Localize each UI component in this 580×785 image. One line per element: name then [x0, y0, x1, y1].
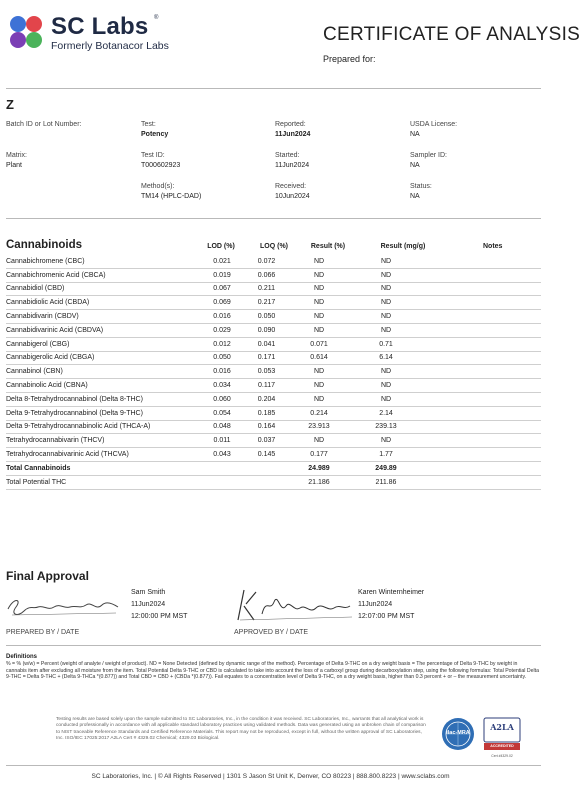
total-row	[6, 461, 541, 475]
analyte-name: Cannabinolic Acid (CBNA)	[6, 379, 203, 393]
lod-value: 0.034	[203, 379, 241, 393]
notes-cell	[426, 282, 541, 296]
sc-labs-logo-icon	[6, 12, 46, 52]
prepared-for-label: Prepared for:	[323, 54, 376, 64]
analyte-name: Cannabichromenic Acid (CBCA)	[6, 268, 203, 282]
lod-value	[203, 461, 241, 475]
result-pct-value: 21.186	[292, 475, 346, 489]
test-id-label: Test ID:	[141, 152, 165, 159]
loq-value: 0.164	[241, 420, 292, 434]
analyte-name: Cannabigerolic Acid (CBGA)	[6, 351, 203, 365]
prepared-signature	[4, 587, 122, 625]
analyte-name: Cannabidiolic Acid (CBDA)	[6, 296, 203, 310]
received-label: Received:	[275, 183, 307, 190]
notes-cell	[426, 434, 541, 448]
client-name: Z	[6, 97, 14, 112]
notes-cell	[426, 296, 541, 310]
definitions-title: Definitions	[6, 654, 37, 660]
divider	[6, 218, 541, 219]
result-pct-value: ND	[292, 379, 346, 393]
disclaimer-text: Testing results are based solely upon the sample submitted to SC Laboratories, Inc., in the condition it was received. SC Laboratories, Inc., warrants that all analytical work is conducted professionally in accordance with all applicable standard laboratory practices using validated methods. Data was generated using an unbroken chain of comparison to NIST traceable Reference Standards and Certified Reference Materials. This report may not be reproduced, except in full, without the written approval of SC Laboratories, Inc. ISO/IEC 17025:2017 A2LA Cert # 4329.02 Chemical; 4329.03 Biological.	[56, 717, 426, 741]
analyte-name: Cannabichromene (CBC)	[6, 255, 203, 268]
total-thc-row	[6, 475, 541, 489]
loq-value: 0.090	[241, 323, 292, 337]
result-pct-value: 24.989	[292, 461, 346, 475]
result-mg-value: ND	[346, 255, 426, 268]
table-row	[6, 448, 541, 462]
table-row	[6, 392, 541, 406]
started-label: Started:	[275, 152, 300, 159]
loq-header: LOQ (%)	[260, 243, 288, 250]
approved-by-date: 11Jun2024	[358, 601, 393, 608]
notes-cell	[426, 268, 541, 282]
result-pct-value: ND	[292, 365, 346, 379]
table-row	[6, 379, 541, 393]
table-row	[6, 296, 541, 310]
notes-cell	[426, 406, 541, 420]
analyte-name: Cannabidivarin (CBDV)	[6, 310, 203, 324]
a2la-label: A2LA	[490, 722, 514, 732]
loq-value: 0.204	[241, 392, 292, 406]
notes-cell	[426, 337, 541, 351]
usda-label: USDA License:	[410, 121, 458, 128]
status-label: Status:	[410, 183, 432, 190]
sampler-label: Sampler ID:	[410, 152, 447, 159]
result-mg-value: ND	[346, 434, 426, 448]
table-row	[6, 420, 541, 434]
result-mg-value: 239.13	[346, 420, 426, 434]
lod-value: 0.011	[203, 434, 241, 448]
divider	[6, 645, 541, 646]
notes-header: Notes	[483, 243, 503, 250]
result-pct-value: 0.614	[292, 351, 346, 365]
result-mg-value: 2.14	[346, 406, 426, 420]
loq-value: 0.185	[241, 406, 292, 420]
analyte-name: Delta 8-Tetrahydrocannabinol (Delta 8-THC)	[6, 392, 203, 406]
lod-value: 0.069	[203, 296, 241, 310]
loq-value: 0.072	[241, 255, 292, 268]
table-row	[6, 406, 541, 420]
analyte-name: Tetrahydrocannabivarin (THCV)	[6, 434, 203, 448]
lod-header: LOD (%)	[207, 243, 235, 250]
test-id-value: T000602923	[141, 162, 181, 169]
result-pct-header: Result (%)	[310, 243, 346, 250]
result-pct-value: ND	[292, 296, 346, 310]
notes-cell	[426, 461, 541, 475]
divider	[6, 765, 541, 766]
status-value: NA	[410, 193, 420, 200]
result-mg-value: 6.14	[346, 351, 426, 365]
ilac-label: ilac-MRA	[446, 730, 470, 736]
result-pct-value: ND	[292, 310, 346, 324]
result-mg-value: ND	[346, 379, 426, 393]
brand-subtitle: Formerly Botanacor Labs	[51, 40, 169, 52]
result-mg-value: ND	[346, 310, 426, 324]
cannabinoids-table	[6, 255, 541, 490]
test-value: Potency	[141, 131, 169, 138]
loq-value	[241, 461, 292, 475]
analyte-name: Cannabigerol (CBG)	[6, 337, 203, 351]
usda-value: NA	[410, 131, 420, 138]
result-mg-value: 249.89	[346, 461, 426, 475]
started-value: 11Jun2024	[275, 162, 310, 169]
result-pct-value: ND	[292, 255, 346, 268]
approved-by-name: Karen Winternheimer	[358, 589, 425, 596]
result-mg-value: ND	[346, 392, 426, 406]
table-row	[6, 351, 541, 365]
approved-by-label: APPROVED BY / DATE	[234, 629, 309, 636]
sampler-value: NA	[410, 162, 420, 169]
notes-cell	[426, 392, 541, 406]
test-label: Test:	[141, 121, 156, 128]
prepared-by-date: 11Jun2024	[131, 601, 166, 608]
result-pct-value: 0.214	[292, 406, 346, 420]
analyte-name: Cannabidivarinic Acid (CBDVA)	[6, 323, 203, 337]
loq-value: 0.053	[241, 365, 292, 379]
lod-value: 0.019	[203, 268, 241, 282]
batch-label: Batch ID or Lot Number:	[6, 121, 82, 128]
table-row	[6, 282, 541, 296]
result-mg-header: Result (mg/g)	[380, 243, 426, 250]
final-approval-title: Final Approval	[6, 569, 89, 583]
lod-value: 0.016	[203, 310, 241, 324]
definitions-text: % = % (w/w) = Percent (weight of analyte / weight of product). ND = None Detected (defined by dynamic range of the method). Percentage of Delta 9-THC on a dry weight basis = The percentage of Delta 9-THC by weight in cannabis item after excluding all moisture from the item. Total Potential Delta 9-THC or CBD is calculated to take into account the loss of a carboxyl group during decarboxylation step, using the following formulas: Total Potential Delta 9-THC = Delta 9-THC + (Delta 9-THCa *(0.877)) and Total CBD = CBD + (CBDa *(0.877)). Fail equates to a concentration level of Delta 9-THC, on a dry weight basis, higher than 0.3 percent + or – the measurement uncertainty.	[6, 661, 539, 681]
lod-value: 0.029	[203, 323, 241, 337]
brand-name: SC Labs	[51, 13, 149, 40]
table-row	[6, 365, 541, 379]
table-row	[6, 434, 541, 448]
table-row	[6, 337, 541, 351]
analyte-name: Tetrahydrocannabivarinic Acid (THCVA)	[6, 448, 203, 462]
approved-signature	[232, 584, 354, 626]
result-mg-value: ND	[346, 282, 426, 296]
notes-cell	[426, 379, 541, 393]
result-pct-value: ND	[292, 434, 346, 448]
result-pct-value: ND	[292, 323, 346, 337]
accredited-label: ACCREDITED	[490, 744, 514, 748]
result-mg-value: ND	[346, 323, 426, 337]
analyte-name: Delta 9-Tetrahydrocannabinolic Acid (THCA-A)	[6, 420, 203, 434]
notes-cell	[426, 255, 541, 268]
cert-number: Cert #4329.02	[491, 754, 513, 758]
result-mg-value: 0.71	[346, 337, 426, 351]
lod-value: 0.067	[203, 282, 241, 296]
lod-value: 0.054	[203, 406, 241, 420]
result-pct-value: ND	[292, 392, 346, 406]
notes-cell	[426, 448, 541, 462]
notes-cell	[426, 323, 541, 337]
matrix-label: Matrix:	[6, 152, 27, 159]
notes-cell	[426, 310, 541, 324]
notes-cell	[426, 475, 541, 489]
loq-value: 0.211	[241, 282, 292, 296]
notes-cell	[426, 365, 541, 379]
loq-value: 0.066	[241, 268, 292, 282]
lod-value: 0.048	[203, 420, 241, 434]
loq-value: 0.145	[241, 448, 292, 462]
certificate-title: CERTIFICATE OF ANALYSIS	[323, 24, 580, 45]
prepared-by-time: 12:00:00 PM MST	[131, 613, 188, 620]
prepared-by-label: PREPARED BY / DATE	[6, 629, 80, 636]
cannabinoids-title: Cannabinoids	[6, 239, 83, 251]
loq-value: 0.171	[241, 351, 292, 365]
notes-cell	[426, 420, 541, 434]
lod-value	[203, 475, 241, 489]
reported-label: Reported:	[275, 121, 306, 128]
analyte-name: Cannabinol (CBN)	[6, 365, 203, 379]
matrix-value: Plant	[6, 162, 22, 169]
approved-by-time: 12:07:00 PM MST	[358, 613, 415, 620]
table-row	[6, 255, 541, 268]
lod-value: 0.050	[203, 351, 241, 365]
loq-value: 0.041	[241, 337, 292, 351]
analyte-name: Delta 9-Tetrahydrocannabinol (Delta 9-THC)	[6, 406, 203, 420]
result-pct-value: 0.177	[292, 448, 346, 462]
table-row	[6, 310, 541, 324]
loq-value	[241, 475, 292, 489]
lod-value: 0.016	[203, 365, 241, 379]
footer-text: SC Laboratories, Inc. | © All Rights Reserved | 1301 S Jason St Unit K, Denver, CO 80223 | 888.800.8223 | www.sclabs.com	[91, 773, 450, 780]
method-value: TM14 (HPLC-DAD)	[141, 193, 202, 200]
trademark-icon: ®	[154, 15, 159, 21]
reported-value: 11Jun2024	[275, 131, 311, 138]
received-value: 10Jun2024	[275, 193, 310, 200]
loq-value: 0.117	[241, 379, 292, 393]
loq-value: 0.217	[241, 296, 292, 310]
loq-value: 0.037	[241, 434, 292, 448]
prepared-by-name: Sam Smith	[131, 589, 166, 596]
result-mg-value: ND	[346, 296, 426, 310]
method-label: Method(s):	[141, 183, 175, 190]
total-name: Total Potential THC	[6, 475, 203, 489]
lod-value: 0.060	[203, 392, 241, 406]
lod-value: 0.043	[203, 448, 241, 462]
result-pct-value: ND	[292, 282, 346, 296]
result-pct-value: 23.913	[292, 420, 346, 434]
result-pct-value: 0.071	[292, 337, 346, 351]
result-mg-value: 211.86	[346, 475, 426, 489]
notes-cell	[426, 351, 541, 365]
result-mg-value: ND	[346, 365, 426, 379]
result-pct-value: ND	[292, 268, 346, 282]
total-name: Total Cannabinoids	[6, 461, 203, 475]
analyte-name: Cannabidiol (CBD)	[6, 282, 203, 296]
divider	[6, 88, 541, 89]
table-row	[6, 323, 541, 337]
loq-value: 0.050	[241, 310, 292, 324]
lod-value: 0.021	[203, 255, 241, 268]
table-row	[6, 268, 541, 282]
result-mg-value: ND	[346, 268, 426, 282]
lod-value: 0.012	[203, 337, 241, 351]
result-mg-value: 1.77	[346, 448, 426, 462]
